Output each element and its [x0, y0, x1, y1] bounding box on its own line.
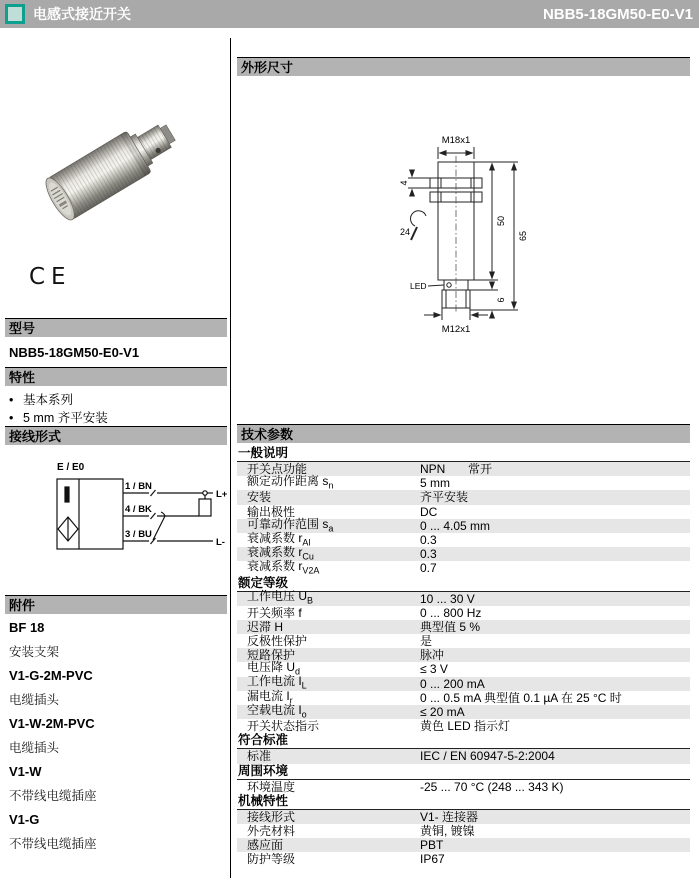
- accessory-name: V1-W: [9, 764, 42, 779]
- right-column: [237, 29, 690, 867]
- tech-row-label: 输出极性: [247, 504, 296, 519]
- tech-row-value: NPN 常开: [420, 462, 493, 476]
- page-title: 电感式接近开关: [33, 6, 131, 22]
- dim-nut-label: 4: [399, 180, 409, 186]
- tech-row-value: ≤ 3 V: [420, 662, 448, 677]
- tech-row-value: 0 ... 0.5 mA 典型值 0.1 µA 在 25 °C 时: [420, 690, 622, 705]
- accessory-desc: 不带线电缆插座: [9, 837, 97, 851]
- tech-row-label: 衰减系数 $r_{Al}$: [247, 530, 311, 548]
- tech-row-value: 脉冲: [420, 648, 445, 663]
- wiring-pin1-label: 1 / BN: [125, 481, 152, 492]
- wiring-pin2-label: 4 / BK: [125, 504, 152, 515]
- tech-row-value: IEC / EN 60947-5-2:2004: [420, 749, 555, 764]
- tech-group-header: 符合标准: [237, 733, 690, 749]
- tech-row: [237, 719, 690, 733]
- wiring-diagram-area: [5, 445, 227, 595]
- tech-row-value: 5 mm: [420, 476, 450, 491]
- tech-row-label: 接线形式: [247, 809, 296, 824]
- tech-row-value: 黄色 LED 指示灯: [420, 719, 511, 734]
- accessory-item: [9, 616, 227, 664]
- tech-row-value: PBT: [420, 838, 444, 853]
- dim-total-label: 65: [518, 230, 528, 242]
- led-label: LED: [410, 281, 427, 291]
- tech-row: [237, 606, 690, 620]
- tech-row-value: IP67: [420, 852, 445, 867]
- tech-row-label: 迟滞 H: [247, 619, 284, 634]
- tech-row-label: 反极性保护: [247, 634, 308, 649]
- tech-row-value: 0 ... 200 mA: [420, 676, 485, 691]
- tech-row-label: 工作电流 $I_L$: [247, 674, 307, 691]
- tech-row-value: -25 ... 70 °C (248 ... 343 K): [420, 779, 564, 794]
- tech-row-value: 0.7: [420, 561, 437, 576]
- tech-row-value: 是: [420, 634, 433, 649]
- bullet-icon: •: [9, 393, 14, 407]
- tech-row: [237, 473, 690, 491]
- left-column: [5, 28, 227, 856]
- tech-row: [237, 589, 690, 606]
- tech-row: [237, 852, 690, 866]
- tech-row: [237, 561, 690, 575]
- wiring-pin3-label: 3 / BU: [125, 529, 152, 540]
- tech-row-value: 0 ... 4.05 mm: [420, 518, 491, 533]
- brand-square-icon: [5, 4, 25, 24]
- wiring-lminus-label: L-: [216, 537, 225, 548]
- tech-row: [237, 780, 690, 794]
- tech-row: [237, 810, 690, 824]
- feature-text: 基本系列: [23, 393, 74, 407]
- tech-group-header: 周围环境: [237, 764, 690, 780]
- tech-row-label: 短路保护: [247, 648, 296, 663]
- wiring-lplus-label: L+: [216, 489, 228, 500]
- header-model-number: NBB5-18GM50-E0-V1: [542, 5, 693, 23]
- accessory-desc: 安装支架: [9, 645, 60, 659]
- tech-row-label: 衰减系数 $r_{Cu}$: [247, 544, 314, 562]
- dim-wrench-label: 24: [400, 227, 411, 237]
- tech-row-label: 安装: [247, 490, 272, 505]
- tech-row-value: 齐平安装: [420, 490, 469, 505]
- accessory-name: BF 18: [9, 620, 45, 635]
- section-bar-features: 特性: [5, 367, 227, 386]
- tech-row-value: 0 ... 800 Hz: [420, 605, 482, 620]
- wiring-type-label: E / E0: [57, 462, 85, 473]
- section-bar-model: 型号: [5, 318, 227, 337]
- accessory-desc: 电缆插头: [9, 741, 60, 755]
- tech-row-value: V1- 连接器: [420, 809, 479, 824]
- feature-item: [9, 391, 227, 409]
- tech-group-header: 额定等级: [237, 576, 690, 592]
- feature-item: [9, 409, 227, 427]
- ce-mark: CE: [29, 264, 72, 290]
- tech-row-value: ≤ 20 mA: [420, 705, 465, 719]
- tech-row-value: 10 ... 30 V: [420, 591, 475, 606]
- tech-row-value: 0.3: [420, 532, 437, 547]
- accessory-name: V1-W-2M-PVC: [9, 716, 95, 731]
- dim-connector-label: 6: [496, 297, 506, 303]
- tech-row-label: 可靠动作范围 $s_a$: [247, 516, 334, 533]
- accessory-item: [9, 712, 227, 760]
- section-bar-dimensions: 外形尺寸: [237, 57, 690, 76]
- tech-row-label: 电压降 $U_d$: [247, 660, 301, 677]
- accessory-item: [9, 760, 227, 808]
- tech-row-label: 开关点功能: [247, 462, 308, 476]
- feature-text: 5 mm 齐平安装: [23, 411, 108, 425]
- tech-row-value: 典型值 5 %: [420, 619, 481, 634]
- tech-row-label: 防护等级: [247, 852, 296, 867]
- accessory-item: [9, 808, 227, 856]
- section-bar-connection: 接线形式: [5, 426, 227, 445]
- accessory-desc: 电缆插头: [9, 693, 60, 707]
- page-header: [0, 0, 699, 28]
- tech-row-label: 环境温度: [247, 779, 296, 794]
- tech-row-label: 开关状态指示: [247, 719, 320, 734]
- accessory-name: V1-G: [9, 812, 40, 827]
- tech-row: [237, 749, 690, 763]
- tech-row: [237, 490, 690, 504]
- tech-row: [237, 838, 690, 852]
- dim-thread-bottom-label: M12x1: [441, 324, 471, 335]
- dim-barrel-label: 50: [496, 215, 506, 227]
- tech-row-label: 感应面: [247, 838, 284, 853]
- tech-group-header: 机械特性: [237, 794, 690, 810]
- tech-row-value: 黄铜, 镀镍: [420, 823, 475, 838]
- features-list: [5, 386, 227, 426]
- tech-row-value: 0.3: [420, 547, 437, 562]
- bullet-icon: •: [9, 411, 14, 425]
- tech-row: [237, 824, 690, 838]
- tech-row-label: 衰减系数 $r_{V2A}$: [247, 559, 320, 576]
- tech-group-header: 一般说明: [237, 446, 690, 462]
- tech-table: [237, 446, 690, 867]
- tech-row-label: 开关频率 f: [247, 605, 302, 620]
- accessory-desc: 不带线电缆插座: [9, 789, 97, 803]
- tech-row: [237, 620, 690, 634]
- tech-row-label: 空载电流 $I_o$: [247, 702, 307, 720]
- tech-row-value: DC: [420, 504, 438, 519]
- dimension-drawing-area: [237, 76, 690, 424]
- tech-row-label: 漏电流 $I_r$: [247, 688, 293, 705]
- product-photo: [13, 48, 218, 273]
- section-bar-accessories: 附件: [5, 595, 227, 614]
- tech-row-label: 标准: [247, 749, 272, 764]
- product-photo-area: [5, 28, 227, 318]
- dimension-drawing: [394, 132, 589, 347]
- wiring-diagram: [35, 453, 235, 598]
- accessory-item: [9, 664, 227, 712]
- tech-row-label: 外壳材料: [247, 823, 296, 838]
- tech-row-label: 工作电压 $U_B$: [247, 589, 314, 606]
- tech-row: [237, 702, 690, 720]
- accessory-name: V1-G-2M-PVC: [9, 668, 93, 683]
- tech-row: [237, 634, 690, 648]
- dim-thread-top-label: M18x1: [441, 135, 471, 146]
- model-number: NBB5-18GM50-E0-V1: [9, 345, 140, 360]
- section-bar-tech: 技术参数: [237, 424, 690, 443]
- accessories-list: [5, 614, 227, 856]
- tech-row-label: 额定动作距离 $s_n$: [247, 473, 334, 491]
